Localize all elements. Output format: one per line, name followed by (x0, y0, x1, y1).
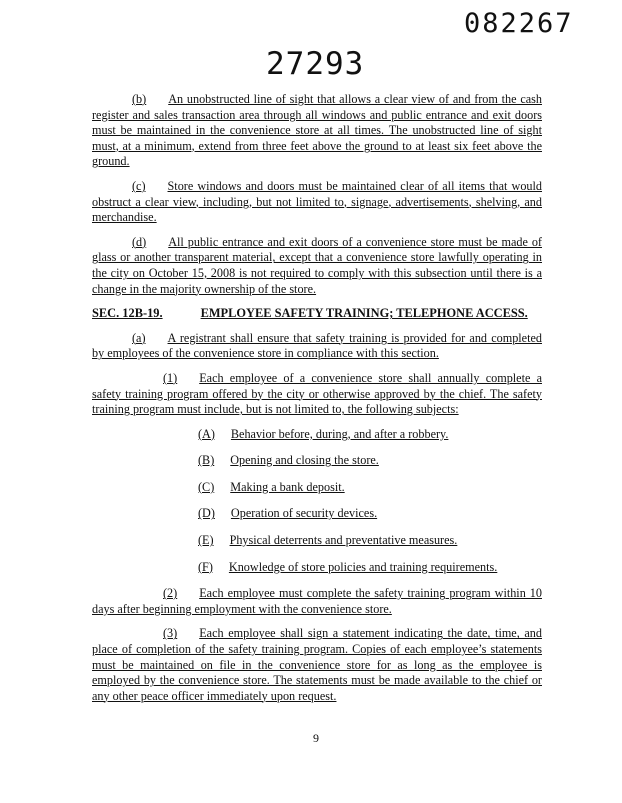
paragraph-b (92, 92, 542, 170)
stamped-number-right: 082267 (464, 8, 574, 39)
subject-item (198, 453, 542, 469)
paragraph-text: A registrant shall ensure that safety training is provided for and completed by employees of the convenience store in compliance with this section. (92, 330, 542, 361)
page-number: 9 (313, 731, 319, 745)
paragraph-text: Each employee shall sign a statement indicating the date, time, and place of completion of the safety training program. Copies of each employee’s statements must be maintained on file in the convenience store for as long as the employee is employed by the convenience store. The statements must be made available to the chief or any other peace officer immediately upon request. (92, 626, 542, 703)
item-text: Behavior before, during, and after a robbery. (230, 426, 449, 441)
item-text: Knowledge of store policies and training requirements. (228, 559, 498, 574)
paragraph-text: Each employee of a convenience store shall annually complete a safety training program offered by the city or otherwise approved by the chief. The safety training program must include, but is not limited to, the following subjects: (92, 370, 542, 417)
paragraph-label: (d) (132, 234, 147, 249)
section-number: SEC. 12B-19. (92, 306, 163, 321)
paragraph-label: (1) (163, 370, 178, 385)
item-text: Operation of security devices. (230, 506, 378, 521)
paragraph-label: (b) (132, 92, 147, 106)
section-title: EMPLOYEE SAFETY TRAINING; TELEPHONE ACCESS. (200, 306, 528, 321)
paragraph-label: (2) (163, 586, 178, 601)
item-label: (E) (198, 533, 214, 548)
subsection-2 (92, 586, 542, 617)
stamped-number-center: 27293 (266, 46, 365, 82)
document-body (92, 92, 542, 713)
item-text: Physical deterrents and preventative measures. (229, 533, 458, 548)
item-label: (A) (198, 426, 215, 441)
paragraph-text: Store windows and doors must be maintained clear of all items that would obstruct a clear view, including, but not limited to, signage, advertisements, shelving, and merchandise. (92, 178, 542, 225)
paragraph-text: All public entrance and exit doors of a convenience store must be made of glass or another transparent material, except that a convenience store lawfully operating in the city on October 15, 2008 is not required to comply with this subsection until there is a change in the majority ownership of the store. (92, 234, 542, 296)
subsection-3 (92, 626, 542, 704)
subsection-1 (92, 371, 542, 418)
paragraph-label: (c) (132, 178, 146, 193)
paragraph-label: (3) (163, 626, 178, 641)
subject-item (198, 506, 542, 522)
paragraph-d (92, 235, 542, 297)
item-text: Opening and closing the store. (230, 453, 379, 468)
subject-item (198, 480, 542, 496)
subject-item (198, 560, 542, 576)
paragraph-c (92, 179, 542, 226)
paragraph-text: An unobstructed line of sight that allows a clear view of and from the cash register and sales transaction area through all windows and public entrance and exit doors must be maintained in the convenience store at all times. The unobstructed line of sight must, at a minimum, extend from three feet above the ground to at least six feet above the ground. (92, 92, 542, 169)
item-label: (C) (198, 479, 215, 494)
item-text: Making a bank deposit. (230, 479, 345, 494)
paragraph-text: Each employee must complete the safety training program within 10 days after beginning employment with the convenience store. (92, 586, 542, 616)
section-heading (92, 306, 542, 322)
subject-item (198, 427, 542, 443)
item-label: (D) (198, 506, 215, 521)
item-label: (B) (198, 453, 215, 468)
paragraph-label: (a) (132, 330, 146, 345)
subsection-a (92, 331, 542, 362)
subject-item (198, 533, 542, 549)
item-label: (F) (198, 559, 213, 574)
